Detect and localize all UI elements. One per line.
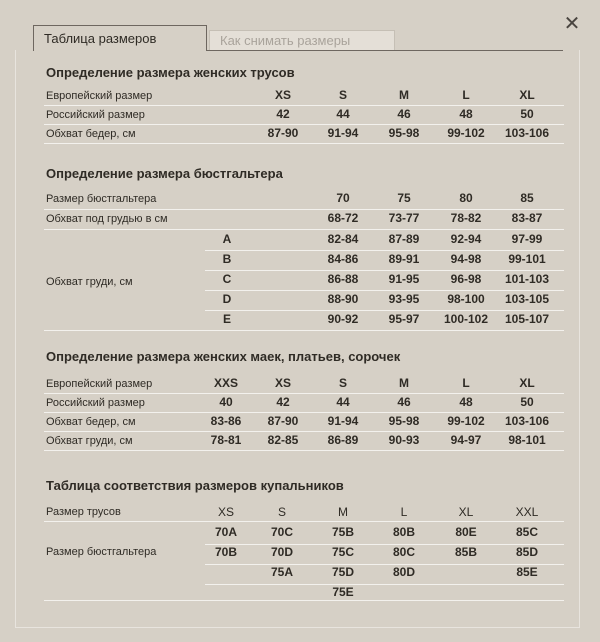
table-cell: M [399,376,409,390]
table-cell: 85D [515,545,538,559]
table-cell: 90-92 [327,312,359,326]
row-divider [44,600,564,601]
table-cell: 70D [270,545,293,559]
table-cell: 94-98 [450,252,482,266]
table-cell: 95-98 [388,126,420,140]
table-cell: 75B [331,525,354,539]
table-cell: 85B [454,545,477,559]
row-divider [44,330,564,331]
table-cell: 70C [270,525,293,539]
table-cell: 89-91 [388,252,420,266]
row-divider [44,393,564,394]
tab-size-table[interactable]: Таблица размеров [33,25,207,51]
table-cell: 80D [392,565,415,579]
table-cell: 87-90 [267,126,299,140]
table-cell: 70B [214,545,237,559]
table-cell: 48 [459,107,473,121]
table-cell: 95-98 [388,414,420,428]
table-cell: 87-90 [267,414,299,428]
table-cell: 90-93 [388,433,420,447]
row-divider [205,250,564,251]
cup-label: A [222,232,232,246]
size-header: XS [217,505,234,519]
table-cell: 75A [270,565,293,579]
row-divider [205,584,564,585]
table-cell: 78-81 [210,433,242,447]
table-cell: L [462,376,470,390]
table-cell: 42 [276,107,290,121]
cup-label: D [222,292,232,306]
table-cell: M [399,88,409,102]
table-cell: 103-106 [504,126,550,140]
row-label: Обхват бедер, см [46,416,136,428]
size-header: XXL [515,505,539,519]
row-label: Обхват бедер, см [46,128,136,140]
table-cell: XXS [213,376,238,390]
table-cell: 75C [331,545,354,559]
table-cell: 91-94 [327,414,359,428]
table-cell: 44 [336,107,350,121]
table-cell: 82-85 [267,433,299,447]
table-cell: 101-103 [504,272,550,286]
table-cell: 85 [520,191,534,205]
table-cell: 98-101 [508,433,546,447]
tab-how-to-measure[interactable]: Как снимать размеры [209,30,395,51]
size-header: XL [458,505,474,519]
size-header: S [277,505,286,519]
table-cell: 75 [397,191,411,205]
table-cell: 91-95 [388,272,420,286]
row-divider [44,450,564,451]
table-cell: 82-84 [327,232,359,246]
table-cell: 75D [331,565,354,579]
row-label: Размер бюстгальтера [46,193,157,205]
table-cell: 91-94 [327,126,359,140]
table-cell: 99-101 [508,252,546,266]
row-divider [44,229,564,230]
table-cell: 40 [219,395,233,409]
table-cell: L [462,88,470,102]
table-cell: 103-105 [504,292,550,306]
table-cell: 103-106 [504,414,550,428]
table-cell: 48 [459,395,473,409]
row-divider [44,412,564,413]
section-title: Определение размера женских маек, платьев, сорочек [46,349,401,364]
row-divider [44,521,564,522]
table-cell: 83-87 [511,211,543,225]
row-label: Европейский размер [46,378,153,390]
table-cell: 83-86 [210,414,242,428]
row-divider [44,209,564,210]
table-cell: 80 [459,191,473,205]
table-cell: 68-72 [327,211,359,225]
row-divider [205,310,564,311]
table-cell: XS [274,88,291,102]
section-title: Определение размера женских трусов [46,65,295,80]
row-divider [44,143,564,144]
cup-label: C [222,272,232,286]
table-cell: 70A [214,525,237,539]
row-label: Обхват под грудью в см [46,213,168,225]
row-divider [44,105,564,106]
row-label: Европейский размер [46,90,153,102]
table-cell: 86-89 [327,433,359,447]
table-cell: 94-97 [450,433,482,447]
table-cell: 86-88 [327,272,359,286]
table-cell: 105-107 [504,312,550,326]
row-label: Российский размер [46,109,145,121]
table-cell: 78-82 [450,211,482,225]
table-cell: 99-102 [447,414,485,428]
table-cell: 75E [332,585,354,599]
table-cell: 46 [397,395,411,409]
table-cell: XL [519,88,535,102]
table-cell: 70 [336,191,350,205]
table-cell: 73-77 [388,211,420,225]
section-title: Определение размера бюстгальтера [46,166,283,181]
table-cell: 100-102 [443,312,489,326]
table-cell: 80C [392,545,415,559]
table-cell: XS [274,376,291,390]
table-cell: 92-94 [450,232,482,246]
table-cell: 50 [520,107,534,121]
table-cell: 46 [397,107,411,121]
table-cell: 87-89 [388,232,420,246]
section-title: Таблица соответствия размеров купальников [46,478,344,493]
row-divider [44,124,564,125]
table-cell: 85C [515,525,538,539]
table-cell: 50 [520,395,534,409]
table-cell: 98-100 [447,292,485,306]
close-icon[interactable]: ✕ [563,13,581,35]
table-cell: 93-95 [388,292,420,306]
row-label: Размер трусов [46,506,121,518]
table-cell: 96-98 [450,272,482,286]
cup-label: E [222,312,231,326]
row-divider [44,431,564,432]
row-label: Размер бюстгальтера [46,546,157,558]
table-cell: S [338,88,347,102]
table-cell: 88-90 [327,292,359,306]
table-cell: 80B [392,525,415,539]
table-cell: 42 [276,395,290,409]
size-header: M [338,505,348,519]
table-cell: 97-99 [511,232,543,246]
row-label: Российский размер [46,397,145,409]
table-cell: 44 [336,395,350,409]
table-cell: XL [519,376,535,390]
cup-label: B [222,252,232,266]
table-cell: 95-97 [388,312,420,326]
row-divider [205,290,564,291]
table-cell: 80E [455,525,477,539]
row-label: Обхват груди, см [46,435,133,447]
table-cell: 84-86 [327,252,359,266]
table-cell: 85E [516,565,538,579]
row-divider [205,270,564,271]
size-header: L [400,505,408,519]
table-cell: S [338,376,347,390]
row-label: Обхват груди, см [46,276,133,288]
table-cell: 99-102 [447,126,485,140]
